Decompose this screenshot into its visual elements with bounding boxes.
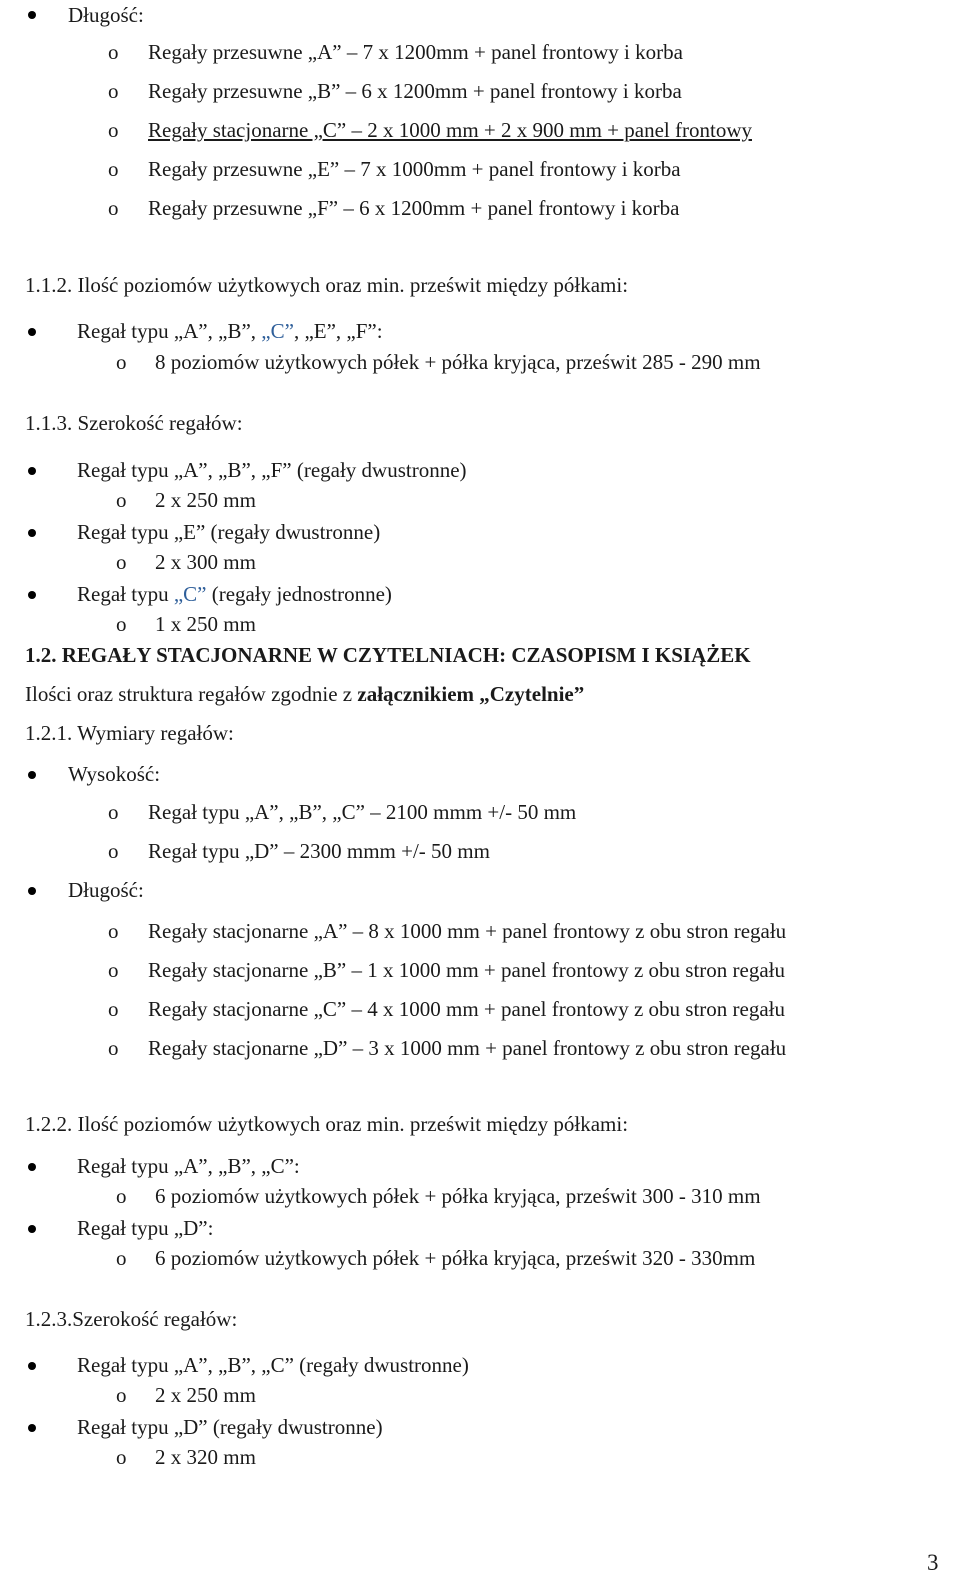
width-size: 1 x 250 mm: [155, 612, 256, 636]
list-item: 8 poziomów użytkowych półek + półka kryjąca, prześwit 285 - 290 mm: [155, 350, 761, 374]
sub-bullet-icon: o: [116, 350, 127, 374]
sub-bullet-icon: o: [108, 196, 119, 220]
width-size: 2 x 300 mm: [155, 550, 256, 574]
sub-bullet-icon: o: [108, 118, 119, 142]
list-item: Regały stacjonarne „D” – 3 x 1000 mm + panel frontowy z obu stron regału: [148, 1036, 787, 1060]
bullet-icon: [28, 529, 36, 537]
list-item: Regał typu „A”, „B”, „C” – 2100 mmm +/- 50 mm: [148, 800, 577, 824]
attachment-note: [25, 684, 584, 705]
width-size: 2 x 250 mm: [155, 1383, 256, 1407]
width-type-prefix: Regał typu: [77, 582, 174, 606]
bullet-icon: [28, 771, 36, 779]
attachment-note-reference: załącznikiem „Czytelnie”: [357, 682, 585, 706]
list-item-underlined: Regały stacjonarne „C” – 2 x 1000 mm + 2 x 900 mm + panel frontowy: [148, 118, 752, 142]
shelf-types-e-f: , „E”, „F”:: [293, 319, 383, 343]
width-type: Regał typu „D” (regały dwustronne): [77, 1415, 383, 1439]
width-type-suffix: (regały jednostronne): [206, 582, 392, 606]
sub-bullet-icon: o: [116, 488, 127, 512]
bullet-icon: [28, 467, 36, 475]
height-heading: Wysokość:: [68, 762, 161, 786]
bullet-icon: [28, 1424, 36, 1432]
bullet-icon: [28, 1163, 36, 1171]
bullet-icon: [28, 1225, 36, 1233]
sub-bullet-icon: o: [108, 839, 119, 863]
sub-bullet-icon: o: [116, 612, 127, 636]
sub-bullet-icon: o: [108, 997, 119, 1021]
list-item: Regały przesuwne „A” – 7 x 1200mm + panel frontowy i korba: [148, 40, 683, 64]
sub-bullet-icon: o: [108, 157, 119, 181]
sub-bullet-icon: o: [116, 1184, 127, 1208]
levels-detail: 6 poziomów użytkowych półek + półka kryjąca, prześwit 300 - 310 mm: [155, 1184, 761, 1208]
list-item: Regały przesuwne „E” – 7 x 1000mm + panel frontowy i korba: [148, 157, 681, 181]
section-heading-1-1-3: 1.1.3. Szerokość regałów:: [25, 411, 243, 435]
sub-bullet-icon: o: [108, 79, 119, 103]
shelf-type-c: „C”: [261, 319, 294, 343]
sub-bullet-icon: o: [116, 1246, 127, 1270]
sub-bullet-icon: o: [116, 550, 127, 574]
page-number: 3: [927, 1550, 939, 1575]
width-type-letter: „C”: [173, 582, 207, 606]
sub-bullet-icon: o: [108, 919, 119, 943]
list-item: Regały przesuwne „F” – 6 x 1200mm + panel frontowy i korba: [148, 196, 680, 220]
section-heading-1-1-2: 1.1.2. Ilość poziomów użytkowych oraz min. prześwit między półkami:: [25, 273, 629, 297]
section-heading-1-2-2: 1.2.2. Ilość poziomów użytkowych oraz min. prześwit między półkami:: [25, 1112, 629, 1136]
sub-bullet-icon: o: [108, 40, 119, 64]
sub-bullet-icon: o: [108, 958, 119, 982]
levels-type: Regał typu „D”:: [77, 1216, 214, 1240]
bullet-icon: [28, 591, 36, 599]
list-item: Regały stacjonarne „C” – 4 x 1000 mm + panel frontowy z obu stron regału: [148, 997, 786, 1021]
width-type: Regał typu „E” (regały dwustronne): [77, 520, 381, 544]
width-size: 2 x 250 mm: [155, 488, 256, 512]
attachment-note-text: Ilości oraz struktura regałów zgodnie z: [25, 682, 358, 706]
width-size: 2 x 320 mm: [155, 1445, 256, 1469]
bullet-icon: [28, 11, 36, 19]
width-type: Regał typu „A”, „B”, „F” (regały dwustronne): [77, 458, 467, 482]
width-type-c: [77, 584, 392, 605]
section-heading-1-2-1: 1.2.1. Wymiary regałów:: [25, 721, 234, 745]
bullet-icon: [28, 1362, 36, 1370]
bullet-icon: [28, 887, 36, 895]
sub-bullet-icon: o: [108, 1036, 119, 1060]
section-heading-1-2: 1.2. REGAŁY STACJONARNE W CZYTELNIACH: CZASOPISM I KSIĄŻEK: [25, 643, 751, 667]
section-heading-1-2-3: 1.2.3.Szerokość regałów:: [25, 1307, 238, 1331]
bullet-icon: [28, 328, 36, 336]
width-type: Regał typu „A”, „B”, „C” (regały dwustronne): [77, 1353, 469, 1377]
length-heading: Długość:: [68, 878, 144, 902]
shelf-types-a-b: Regał typu „A”, „B”,: [77, 319, 262, 343]
levels-detail: 6 poziomów użytkowych półek + półka kryjąca, prześwit 320 - 330mm: [155, 1246, 756, 1270]
list-item: Regały stacjonarne „A” – 8 x 1000 mm + panel frontowy z obu stron regału: [148, 919, 787, 943]
list-item: Regał typu „D” – 2300 mmm +/- 50 mm: [148, 839, 490, 863]
shelf-types-line: [77, 321, 383, 342]
length-heading: Długość:: [68, 3, 144, 27]
list-item: Regały przesuwne „B” – 6 x 1200mm + panel frontowy i korba: [148, 79, 682, 103]
levels-type: Regał typu „A”, „B”, „C”:: [77, 1154, 300, 1178]
list-item: Regały stacjonarne „B” – 1 x 1000 mm + panel frontowy z obu stron regału: [148, 958, 786, 982]
sub-bullet-icon: o: [116, 1383, 127, 1407]
sub-bullet-icon: o: [116, 1445, 127, 1469]
sub-bullet-icon: o: [108, 800, 119, 824]
